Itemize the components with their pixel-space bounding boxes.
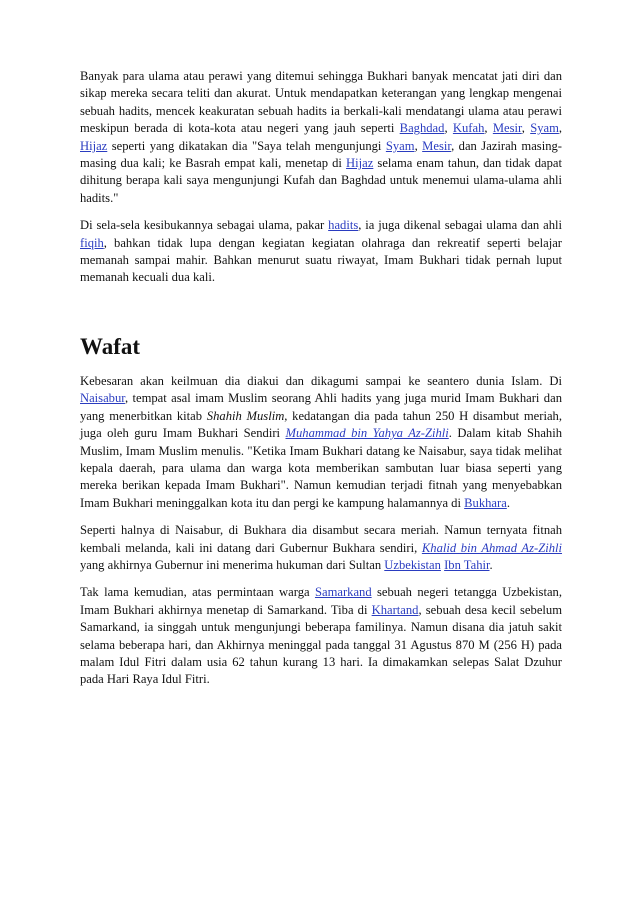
link-mesir[interactable]: Mesir bbox=[492, 121, 522, 136]
link-naisabur[interactable]: Naisabur bbox=[80, 391, 125, 406]
text-run: Seperti halnya di Naisabur, di Bukhara dia disambut secara meriah. Namun ternyata fitnah kembali melanda, kali ini datang dari Gubernur Bukhara sendiri, bbox=[80, 523, 562, 555]
text-run: , bbox=[521, 121, 531, 136]
paragraph-bukhara bbox=[80, 522, 562, 574]
text-run: , bbox=[444, 121, 453, 136]
text-run: Kebesaran akan keilmuan dia diakui dan dikagumi sampai ke seantero dunia Islam. Di bbox=[80, 373, 562, 388]
text-run: , bbox=[414, 138, 423, 153]
paragraph-travels bbox=[80, 68, 562, 207]
link-muhammad-bin-yahya-az-zihli[interactable]: Muhammad bin Yahya Az-Zihli bbox=[285, 426, 449, 441]
text-run: selama enam tahun, dan tidak dapat dihitung berapa kali saya mengunjungi Kufah dan Baghdad untuk menemui ulama-ulama ahli hadits." bbox=[80, 156, 562, 205]
link-uzbekistan[interactable]: Uzbekistan bbox=[384, 557, 441, 572]
section-heading-wafat: Wafat bbox=[80, 333, 141, 359]
text-run: , bbox=[484, 121, 493, 136]
link-mesir[interactable]: Mesir bbox=[422, 138, 452, 153]
text-run: Di sela-sela kesibukannya sebagai ulama, pakar bbox=[80, 218, 329, 233]
text-run: Banyak para ulama atau perawi yang ditemui sehingga Bukhari banyak mencatat jati diri dan sikap mereka secara teliti dan akurat. Untuk mendapatkan keterangan yang lengkap mengenai sebuah hadits, mencek keakuratan sebuah hadits ia berkali-kali mendatangi ulama atau perawi meskipun berada di kota-kota atau negeri yang jauh seperti bbox=[80, 69, 562, 136]
paragraph-naisabur bbox=[80, 373, 562, 512]
text-run: sebuah negeri tetangga Uzbekistan, Imam Bukhari akhirnya menetap di Samarkand. Tiba di bbox=[80, 585, 562, 617]
link-khartand[interactable]: Khartand bbox=[371, 602, 419, 617]
link-hijaz[interactable]: Hijaz bbox=[80, 138, 108, 153]
link-syam[interactable]: Syam bbox=[385, 138, 415, 153]
link-syam[interactable]: Syam bbox=[530, 121, 559, 136]
link-bukhara[interactable]: Bukhara bbox=[464, 495, 507, 510]
text-run: Tak lama kemudian, atas permintaan warga bbox=[80, 585, 315, 600]
paragraph-skills bbox=[80, 217, 562, 287]
link-hijaz[interactable]: Hijaz bbox=[346, 156, 374, 171]
text-run: , sebuah desa kecil sebelum Samarkand, ia singgah untuk mengunjungi beberapa familinya. Namun disana dia jatuh sakit selama beberapa hari, dan Akhirnya meninggal pada tanggal 31 Agustus 870 M (256 H) pada malam Idul Fitri dalam usia 62 tahun kurang 13 hari. Ia dimakamkan selepas Salat Dzuhur pada Hari Raya Idul Fitri. bbox=[80, 602, 562, 687]
text-run: , bbox=[558, 121, 563, 136]
text-run: . bbox=[489, 557, 493, 572]
paragraph-samarkand bbox=[80, 584, 562, 688]
text-run: . Dalam kitab Shahih Muslim, Imam Muslim menulis. "Ketika Imam Bukhari datang ke Naisabur, saya tidak melihat kepala daerah, para ulama dan warga kota memberikan sambutan luar biasa seperti yang mereka berikan kepada Imam Bukhari". Namun kemudian terjadi fitnah yang menyebabkan Imam Bukhari meninggalkan kota itu dan pergi ke kampung halamannya di bbox=[80, 426, 563, 510]
document-page bbox=[80, 68, 562, 699]
text-run: , bahkan tidak lupa dengan kegiatan kegiatan olahraga dan rekreatif seperti belajar memanah sampai mahir. Bahkan menurut suatu riwayat, Imam Bukhari tidak pernah luput memanah kecuali dua kali. bbox=[80, 235, 562, 285]
link-ibn-tahir[interactable]: Ibn Tahir bbox=[444, 557, 490, 572]
text-run: . bbox=[506, 495, 510, 510]
link-samarkand[interactable]: Samarkand bbox=[314, 585, 372, 600]
italic-text: Shahih Muslim bbox=[206, 408, 285, 423]
text-run: yang akhirnya Gubernur ini menerima hukuman dari Sultan bbox=[80, 557, 385, 572]
text-run: , dan Jazirah masing-masing dua kali; ke Basrah empat kali, menetap di bbox=[80, 138, 562, 171]
link-kufah[interactable]: Kufah bbox=[452, 121, 485, 136]
link-baghdad[interactable]: Baghdad bbox=[399, 121, 445, 136]
text-run: , ia juga dikenal sebagai ulama dan ahli bbox=[358, 218, 562, 233]
text-run: , kedatangan dia pada tahun 250 H disambut meriah, juga oleh guru Imam Bukhari Sendiri bbox=[80, 408, 563, 441]
link-fiqih[interactable]: fiqih bbox=[80, 235, 104, 250]
link-khalid-bin-ahmad-az-zihli[interactable]: Khalid bin Ahmad Az-Zihli bbox=[421, 540, 563, 555]
text-run: seperti yang dikatakan dia "Saya telah mengunjungi bbox=[107, 138, 386, 153]
link-hadits[interactable]: hadits bbox=[328, 218, 359, 233]
text-run: , tempat asal imam Muslim seorang Ahli hadits yang juga murid Imam Bukhari dan yang menerbitkan kitab bbox=[80, 391, 562, 423]
